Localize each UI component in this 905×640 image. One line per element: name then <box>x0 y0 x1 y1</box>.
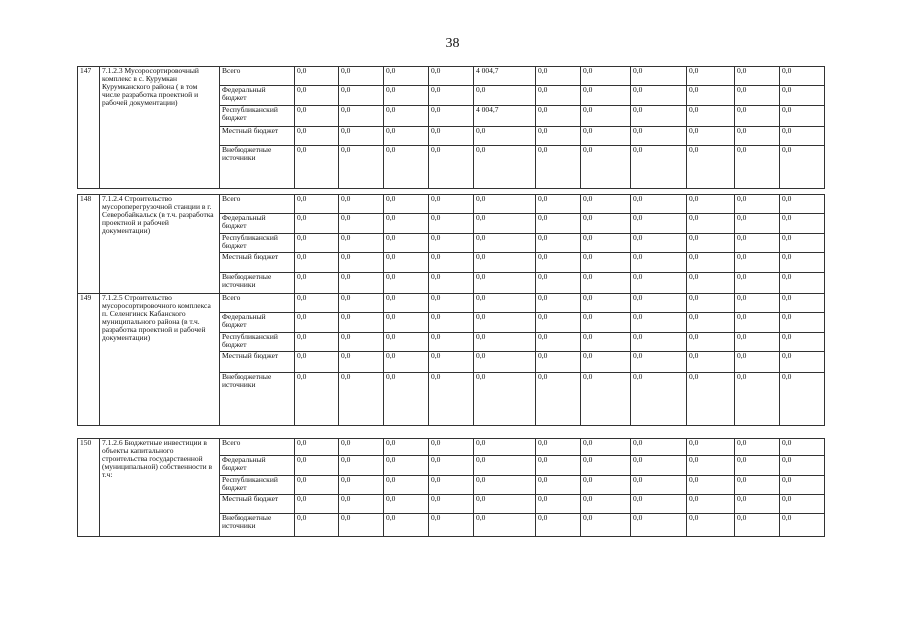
amount-cell: 0,0 <box>687 214 735 234</box>
table-row <box>78 439 825 456</box>
amount-cell: 0,0 <box>780 476 825 495</box>
amount-cell: 0,0 <box>429 195 474 214</box>
amount-cell: 0,0 <box>429 67 474 86</box>
amount-cell: 0,0 <box>295 146 339 189</box>
amount-cell: 0,0 <box>735 456 780 476</box>
amount-cell: 0,0 <box>687 373 735 426</box>
measure-title: 7.1.2.4 Строительство мусороперегрузочной станции в г. Северобайкальск (в т.ч. разработка проектной и рабочей документации) <box>100 195 220 294</box>
amount-cell: 0,0 <box>429 106 474 127</box>
amount-cell: 0,0 <box>384 214 429 234</box>
funding-source: Федеральный бюджет <box>220 456 295 476</box>
amount-cell: 0,0 <box>780 195 825 214</box>
amount-cell: 4 004,7 <box>474 67 536 86</box>
amount-cell: 0,0 <box>780 439 825 456</box>
amount-cell: 0,0 <box>780 352 825 373</box>
amount-cell: 0,0 <box>295 106 339 127</box>
amount-cell: 0,0 <box>474 333 536 352</box>
funding-source: Местный бюджет <box>220 352 295 373</box>
amount-cell: 0,0 <box>631 294 687 313</box>
funding-source: Внебюджетные источники <box>220 514 295 537</box>
amount-cell: 0,0 <box>631 313 687 333</box>
amount-cell: 0,0 <box>474 127 536 146</box>
amount-cell: 0,0 <box>687 234 735 253</box>
amount-cell: 0,0 <box>735 294 780 313</box>
amount-cell: 0,0 <box>780 86 825 106</box>
amount-cell: 0,0 <box>536 214 581 234</box>
amount-cell: 0,0 <box>581 234 631 253</box>
amount-cell: 0,0 <box>429 456 474 476</box>
amount-cell: 0,0 <box>581 333 631 352</box>
amount-cell: 0,0 <box>735 313 780 333</box>
amount-cell: 0,0 <box>581 146 631 189</box>
amount-cell: 0,0 <box>735 67 780 86</box>
amount-cell: 0,0 <box>687 106 735 127</box>
measure-title: 7.1.2.6 Бюджетные инвестиции в объекты капитального строительства государственной (муниципальной) собственности в т.ч: <box>100 439 220 537</box>
amount-cell: 0,0 <box>780 313 825 333</box>
amount-cell: 0,0 <box>384 495 429 514</box>
amount-cell: 0,0 <box>474 253 536 273</box>
amount-cell: 0,0 <box>295 476 339 495</box>
amount-cell: 0,0 <box>429 352 474 373</box>
amount-cell: 0,0 <box>780 514 825 537</box>
amount-cell: 0,0 <box>687 294 735 313</box>
amount-cell: 0,0 <box>735 273 780 294</box>
amount-cell: 0,0 <box>384 67 429 86</box>
amount-cell: 0,0 <box>474 514 536 537</box>
amount-cell: 0,0 <box>536 127 581 146</box>
amount-cell: 0,0 <box>780 373 825 426</box>
amount-cell: 0,0 <box>631 106 687 127</box>
amount-cell: 0,0 <box>384 352 429 373</box>
measure-title: 7.1.2.3 Мусоросортировочный комплекс в с. Курумкан Курумканского района ( в том числе разработка проектной и рабочей документации) <box>100 67 220 189</box>
amount-cell: 0,0 <box>687 127 735 146</box>
funding-source: Всего <box>220 439 295 456</box>
amount-cell: 0,0 <box>295 67 339 86</box>
funding-source: Местный бюджет <box>220 253 295 273</box>
amount-cell: 0,0 <box>384 86 429 106</box>
amount-cell: 0,0 <box>687 67 735 86</box>
funding-source: Всего <box>220 67 295 86</box>
amount-cell: 0,0 <box>631 352 687 373</box>
amount-cell: 0,0 <box>339 127 384 146</box>
amount-cell: 0,0 <box>384 146 429 189</box>
amount-cell: 4 004,7 <box>474 106 536 127</box>
amount-cell: 0,0 <box>339 214 384 234</box>
amount-cell: 0,0 <box>429 214 474 234</box>
amount-cell: 0,0 <box>687 86 735 106</box>
amount-cell: 0,0 <box>295 514 339 537</box>
amount-cell: 0,0 <box>780 214 825 234</box>
amount-cell: 0,0 <box>581 476 631 495</box>
amount-cell: 0,0 <box>384 127 429 146</box>
amount-cell: 0,0 <box>536 495 581 514</box>
amount-cell: 0,0 <box>735 476 780 495</box>
amount-cell: 0,0 <box>295 313 339 333</box>
page-number: 38 <box>445 36 460 51</box>
amount-cell: 0,0 <box>429 333 474 352</box>
amount-cell: 0,0 <box>581 514 631 537</box>
amount-cell: 0,0 <box>631 456 687 476</box>
amount-cell: 0,0 <box>581 127 631 146</box>
amount-cell: 0,0 <box>429 234 474 253</box>
amount-cell: 0,0 <box>295 86 339 106</box>
amount-cell: 0,0 <box>474 495 536 514</box>
amount-cell: 0,0 <box>384 333 429 352</box>
amount-cell: 0,0 <box>384 313 429 333</box>
amount-cell: 0,0 <box>339 439 384 456</box>
amount-cell: 0,0 <box>339 294 384 313</box>
amount-cell: 0,0 <box>429 373 474 426</box>
amount-cell: 0,0 <box>735 86 780 106</box>
amount-cell: 0,0 <box>581 253 631 273</box>
amount-cell: 0,0 <box>536 86 581 106</box>
row-number: 147 <box>78 67 100 189</box>
amount-cell: 0,0 <box>429 439 474 456</box>
row-number: 148 <box>78 195 100 294</box>
amount-cell: 0,0 <box>384 294 429 313</box>
amount-cell: 0,0 <box>581 439 631 456</box>
amount-cell: 0,0 <box>384 514 429 537</box>
amount-cell: 0,0 <box>780 127 825 146</box>
amount-cell: 0,0 <box>295 273 339 294</box>
amount-cell: 0,0 <box>735 106 780 127</box>
amount-cell: 0,0 <box>339 495 384 514</box>
amount-cell: 0,0 <box>339 195 384 214</box>
amount-cell: 0,0 <box>295 333 339 352</box>
funding-source: Всего <box>220 294 295 313</box>
amount-cell: 0,0 <box>631 495 687 514</box>
amount-cell: 0,0 <box>339 352 384 373</box>
funding-source: Республиканский бюджет <box>220 106 295 127</box>
funding-source: Внебюджетные источники <box>220 273 295 294</box>
funding-source: Местный бюджет <box>220 495 295 514</box>
amount-cell: 0,0 <box>429 127 474 146</box>
amount-cell: 0,0 <box>474 294 536 313</box>
amount-cell: 0,0 <box>581 294 631 313</box>
amount-cell: 0,0 <box>474 214 536 234</box>
amount-cell: 0,0 <box>631 146 687 189</box>
amount-cell: 0,0 <box>735 253 780 273</box>
amount-cell: 0,0 <box>429 146 474 189</box>
amount-cell: 0,0 <box>581 214 631 234</box>
amount-cell: 0,0 <box>687 333 735 352</box>
amount-cell: 0,0 <box>536 333 581 352</box>
amount-cell: 0,0 <box>631 253 687 273</box>
amount-cell: 0,0 <box>429 253 474 273</box>
amount-cell: 0,0 <box>631 439 687 456</box>
amount-cell: 0,0 <box>536 456 581 476</box>
amount-cell: 0,0 <box>474 234 536 253</box>
amount-cell: 0,0 <box>780 495 825 514</box>
amount-cell: 0,0 <box>384 476 429 495</box>
amount-cell: 0,0 <box>295 127 339 146</box>
amount-cell: 0,0 <box>735 495 780 514</box>
amount-cell: 0,0 <box>581 313 631 333</box>
amount-cell: 0,0 <box>474 456 536 476</box>
amount-cell: 0,0 <box>735 439 780 456</box>
amount-cell: 0,0 <box>536 106 581 127</box>
amount-cell: 0,0 <box>474 373 536 426</box>
amount-cell: 0,0 <box>339 146 384 189</box>
amount-cell: 0,0 <box>687 313 735 333</box>
amount-cell: 0,0 <box>339 313 384 333</box>
amount-cell: 0,0 <box>536 476 581 495</box>
amount-cell: 0,0 <box>536 273 581 294</box>
amount-cell: 0,0 <box>536 514 581 537</box>
measure-title: 7.1.2.5 Строительство мусоросортировочного комплекса п. Селенгинск Кабанского муниципального района (в т.ч. разработка проектной и рабочей документации) <box>100 294 220 426</box>
amount-cell: 0,0 <box>631 476 687 495</box>
amount-cell: 0,0 <box>631 273 687 294</box>
amount-cell: 0,0 <box>429 294 474 313</box>
amount-cell: 0,0 <box>780 273 825 294</box>
amount-cell: 0,0 <box>735 514 780 537</box>
amount-cell: 0,0 <box>339 234 384 253</box>
amount-cell: 0,0 <box>581 352 631 373</box>
amount-cell: 0,0 <box>429 273 474 294</box>
table-row <box>78 294 825 313</box>
amount-cell: 0,0 <box>631 214 687 234</box>
amount-cell: 0,0 <box>536 67 581 86</box>
amount-cell: 0,0 <box>780 294 825 313</box>
amount-cell: 0,0 <box>536 439 581 456</box>
block-gap <box>78 426 825 439</box>
amount-cell: 0,0 <box>735 146 780 189</box>
amount-cell: 0,0 <box>295 214 339 234</box>
amount-cell: 0,0 <box>735 352 780 373</box>
amount-cell: 0,0 <box>295 234 339 253</box>
amount-cell: 0,0 <box>631 514 687 537</box>
funding-source: Федеральный бюджет <box>220 313 295 333</box>
amount-cell: 0,0 <box>474 476 536 495</box>
amount-cell: 0,0 <box>384 273 429 294</box>
amount-cell: 0,0 <box>631 333 687 352</box>
amount-cell: 0,0 <box>536 195 581 214</box>
amount-cell: 0,0 <box>295 195 339 214</box>
amount-cell: 0,0 <box>581 495 631 514</box>
amount-cell: 0,0 <box>384 439 429 456</box>
amount-cell: 0,0 <box>384 253 429 273</box>
row-number: 149 <box>78 294 100 426</box>
amount-cell: 0,0 <box>581 86 631 106</box>
amount-cell: 0,0 <box>474 352 536 373</box>
amount-cell: 0,0 <box>474 273 536 294</box>
table-row <box>78 195 825 214</box>
amount-cell: 0,0 <box>384 106 429 127</box>
funding-source: Республиканский бюджет <box>220 333 295 352</box>
amount-cell: 0,0 <box>295 352 339 373</box>
amount-cell: 0,0 <box>429 86 474 106</box>
funding-source: Внебюджетные источники <box>220 146 295 189</box>
amount-cell: 0,0 <box>687 253 735 273</box>
amount-cell: 0,0 <box>780 456 825 476</box>
amount-cell: 0,0 <box>536 234 581 253</box>
amount-cell: 0,0 <box>735 373 780 426</box>
amount-cell: 0,0 <box>631 86 687 106</box>
amount-cell: 0,0 <box>780 67 825 86</box>
amount-cell: 0,0 <box>536 294 581 313</box>
amount-cell: 0,0 <box>780 106 825 127</box>
amount-cell: 0,0 <box>429 313 474 333</box>
amount-cell: 0,0 <box>339 373 384 426</box>
amount-cell: 0,0 <box>474 86 536 106</box>
amount-cell: 0,0 <box>384 456 429 476</box>
funding-source: Федеральный бюджет <box>220 214 295 234</box>
amount-cell: 0,0 <box>687 495 735 514</box>
amount-cell: 0,0 <box>339 273 384 294</box>
amount-cell: 0,0 <box>429 514 474 537</box>
amount-cell: 0,0 <box>581 373 631 426</box>
amount-cell: 0,0 <box>474 439 536 456</box>
amount-cell: 0,0 <box>339 106 384 127</box>
amount-cell: 0,0 <box>780 333 825 352</box>
amount-cell: 0,0 <box>735 214 780 234</box>
amount-cell: 0,0 <box>474 146 536 189</box>
amount-cell: 0,0 <box>780 234 825 253</box>
amount-cell: 0,0 <box>735 234 780 253</box>
amount-cell: 0,0 <box>780 146 825 189</box>
amount-cell: 0,0 <box>339 456 384 476</box>
amount-cell: 0,0 <box>384 234 429 253</box>
amount-cell: 0,0 <box>474 313 536 333</box>
amount-cell: 0,0 <box>536 352 581 373</box>
amount-cell: 0,0 <box>474 195 536 214</box>
amount-cell: 0,0 <box>687 273 735 294</box>
amount-cell: 0,0 <box>429 476 474 495</box>
amount-cell: 0,0 <box>339 476 384 495</box>
amount-cell: 0,0 <box>295 253 339 273</box>
amount-cell: 0,0 <box>339 333 384 352</box>
funding-source: Республиканский бюджет <box>220 234 295 253</box>
amount-cell: 0,0 <box>295 495 339 514</box>
amount-cell: 0,0 <box>780 253 825 273</box>
amount-cell: 0,0 <box>687 476 735 495</box>
amount-cell: 0,0 <box>429 495 474 514</box>
amount-cell: 0,0 <box>339 86 384 106</box>
amount-cell: 0,0 <box>735 127 780 146</box>
amount-cell: 0,0 <box>384 195 429 214</box>
amount-cell: 0,0 <box>631 373 687 426</box>
amount-cell: 0,0 <box>536 146 581 189</box>
amount-cell: 0,0 <box>581 195 631 214</box>
budget-table <box>77 66 825 537</box>
amount-cell: 0,0 <box>687 514 735 537</box>
funding-source: Федеральный бюджет <box>220 86 295 106</box>
amount-cell: 0,0 <box>295 456 339 476</box>
amount-cell: 0,0 <box>687 146 735 189</box>
funding-source: Внебюджетные источники <box>220 373 295 426</box>
amount-cell: 0,0 <box>536 373 581 426</box>
amount-cell: 0,0 <box>735 333 780 352</box>
amount-cell: 0,0 <box>339 514 384 537</box>
amount-cell: 0,0 <box>295 373 339 426</box>
funding-source: Всего <box>220 195 295 214</box>
amount-cell: 0,0 <box>631 67 687 86</box>
amount-cell: 0,0 <box>581 106 631 127</box>
amount-cell: 0,0 <box>687 352 735 373</box>
amount-cell: 0,0 <box>339 67 384 86</box>
amount-cell: 0,0 <box>735 195 780 214</box>
amount-cell: 0,0 <box>631 234 687 253</box>
amount-cell: 0,0 <box>687 439 735 456</box>
amount-cell: 0,0 <box>295 439 339 456</box>
amount-cell: 0,0 <box>295 294 339 313</box>
amount-cell: 0,0 <box>687 456 735 476</box>
funding-source: Республиканский бюджет <box>220 476 295 495</box>
amount-cell: 0,0 <box>631 195 687 214</box>
row-number: 150 <box>78 439 100 537</box>
amount-cell: 0,0 <box>384 373 429 426</box>
amount-cell: 0,0 <box>536 253 581 273</box>
amount-cell: 0,0 <box>581 273 631 294</box>
funding-source: Местный бюджет <box>220 127 295 146</box>
table-row <box>78 67 825 86</box>
amount-cell: 0,0 <box>339 253 384 273</box>
amount-cell: 0,0 <box>536 313 581 333</box>
amount-cell: 0,0 <box>687 195 735 214</box>
amount-cell: 0,0 <box>631 127 687 146</box>
amount-cell: 0,0 <box>581 456 631 476</box>
amount-cell: 0,0 <box>581 67 631 86</box>
